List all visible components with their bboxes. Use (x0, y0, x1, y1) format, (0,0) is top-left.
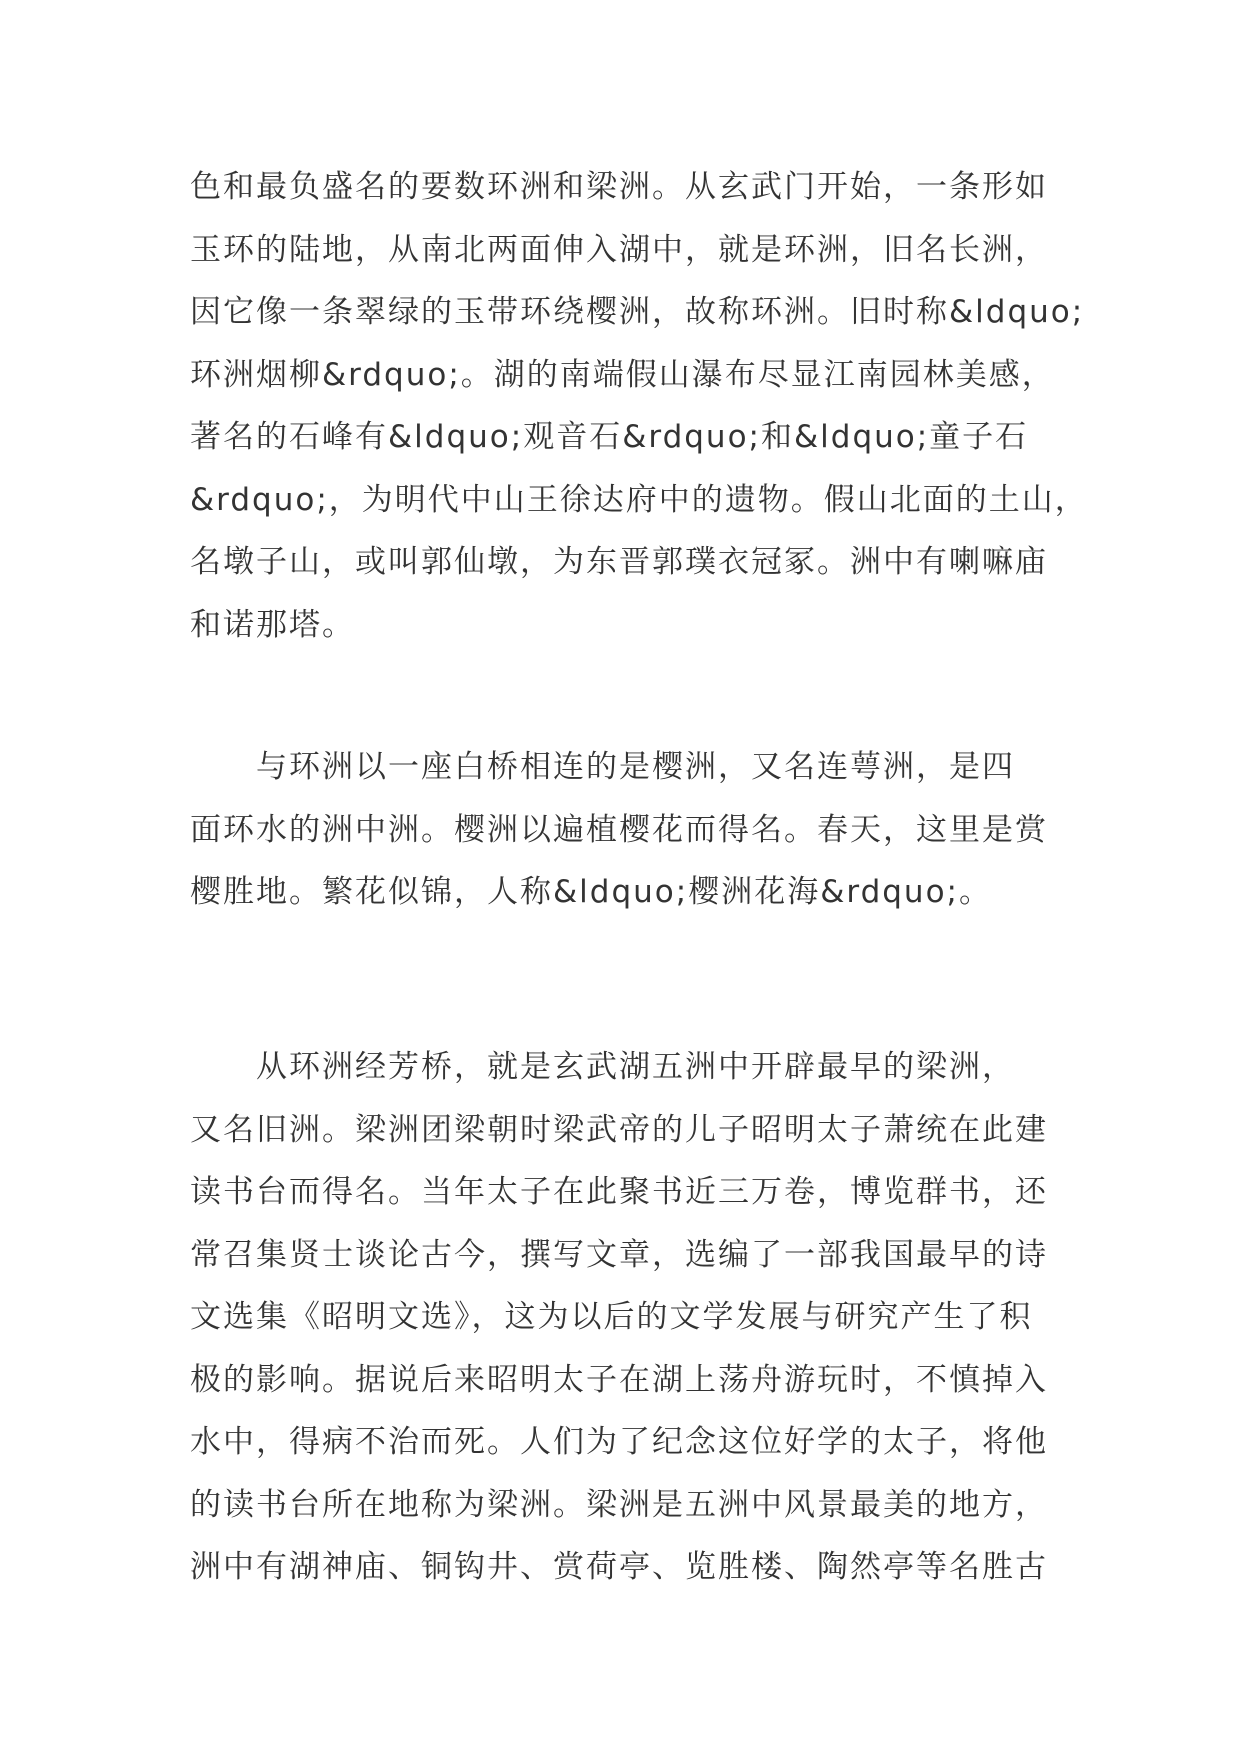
text-line: 与环洲以一座白桥相连的是樱洲，又名连萼洲，是四 (190, 749, 1015, 785)
text-line: 极的影响。据说后来昭明太子在湖上荡舟游玩时，不慎掉入 (190, 1361, 1048, 1398)
text-line: 色和最负盛名的要数环洲和梁洲。从玄武门开始，一条形如 (190, 169, 1048, 205)
text-line: 从环洲经芳桥，就是玄武湖五洲中开辟最早的梁洲， (190, 1049, 1015, 1085)
text-line: 水中，得病不治而死。人们为了纪念这位好学的太子，将他 (190, 1424, 1048, 1460)
text-line: 樱胜地。繁花似锦，人称&ldquo;樱洲花海&rdquo;。 (190, 874, 992, 910)
text-line: 读书台而得名。当年太子在此聚书近三万卷，博览群书，还 (190, 1174, 1048, 1210)
text-line: 环洲烟柳&rdquo;。湖的南端假山瀑布尽显江南园林美感， (190, 356, 1055, 393)
text-line: 的读书台所在地称为梁洲。梁洲是五洲中风景最美的地方， (190, 1486, 1048, 1523)
text-line: 文选集《昭明文选》，这为以后的文学发展与研究产生了积 (190, 1299, 1033, 1335)
text-line: &rdquo;，为明代中山王徐达府中的遗物。假山北面的土山， (190, 481, 1088, 518)
text-line: 玉环的陆地，从南北两面伸入湖中，就是环洲，旧名长洲， (190, 231, 1048, 268)
paragraph-huanzhou (190, 156, 1088, 656)
text-line: 因它像一条翠绿的玉带环绕樱洲，故称环洲。旧时称&ldquo; (190, 294, 1085, 330)
text-line: 常召集贤士谈论古今，撰写文章，选编了一部我国最早的诗 (190, 1236, 1048, 1273)
text-line: 著名的石峰有&ldquo;观音石&rdquo;和&ldquo;童子石 (190, 419, 1029, 455)
text-line: 面环水的洲中洲。樱洲以遍植樱花而得名。春天，这里是赏 (190, 811, 1048, 848)
text-line: 和诺那塔。 (190, 606, 355, 643)
text-line: 又名旧洲。梁洲团梁朝时梁武帝的儿子昭明太子萧统在此建 (190, 1111, 1048, 1148)
text-line: 洲中有湖神庙、铜钩井、赏荷亭、览胜楼、陶然亭等名胜古 (190, 1549, 1048, 1585)
paragraph-yingzhou (190, 736, 1060, 924)
text-line: 名墩子山，或叫郭仙墩，为东晋郭璞衣冠冢。洲中有喇嘛庙 (190, 544, 1048, 580)
paragraph-liangzhou (190, 1036, 1060, 1599)
